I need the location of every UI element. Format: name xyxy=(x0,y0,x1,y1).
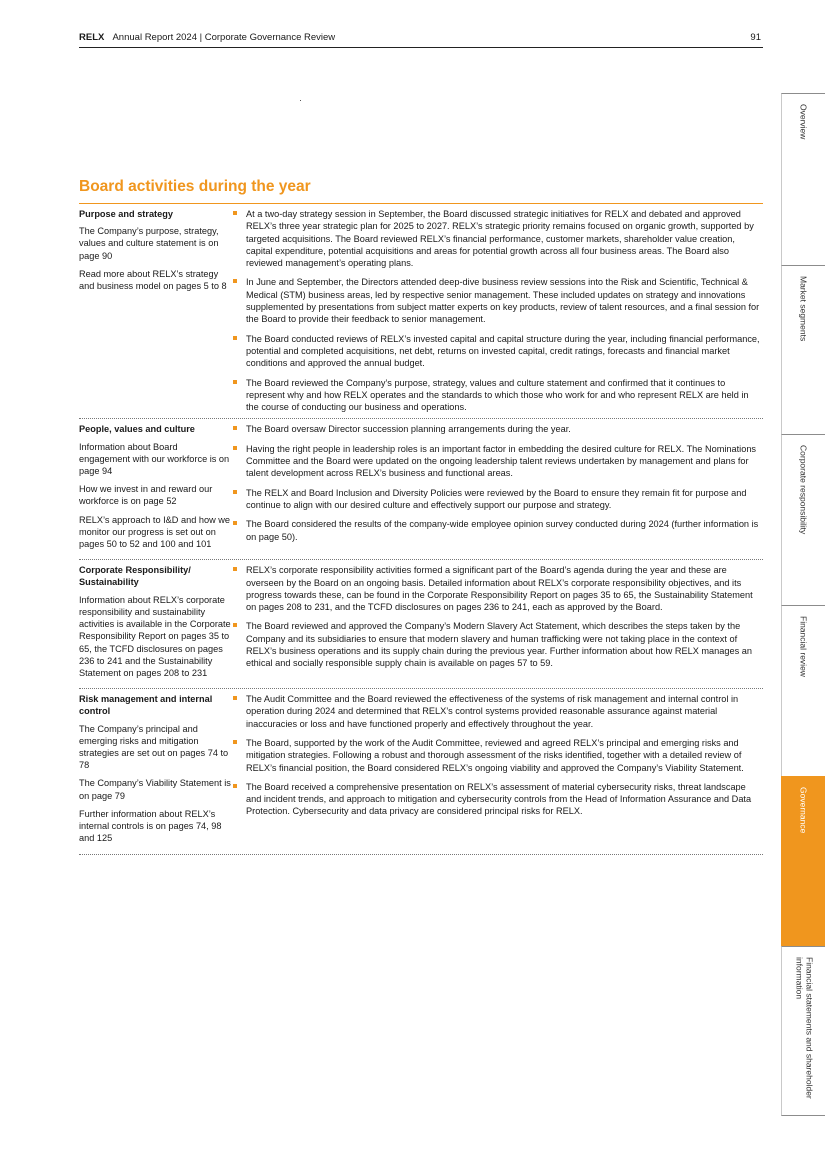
side-tab-corporate-responsibility[interactable] xyxy=(781,434,825,605)
table-row xyxy=(79,205,763,419)
row-heading: Corporate Responsibility/ Sustainability xyxy=(79,565,191,588)
row-note: The Company’s purpose, strategy, values and culture statement is on page 90 xyxy=(79,226,219,261)
row-note: How we invest in and reward our workforce is on page 52 xyxy=(79,484,213,507)
side-tab-overview[interactable] xyxy=(781,93,825,265)
row-heading: People, values and culture xyxy=(79,424,195,435)
row-note: Further information about RELX’s internal controls is on pages 74, 98 and 125 xyxy=(79,808,222,844)
bullet-item: The RELX and Board Inclusion and Diversity Policies were reviewed by the Board to ensure they remain fit for purpose and continue to align with our desired culture and effectively support our purpose and strategy. xyxy=(231,487,763,512)
bullet-item: In June and September, the Directors attended deep-dive business review sessions into the Risk and Scientific, Technical & Medical (STM) business areas, led by respective senior management. These included updates on strategy and innovations supplemented by presentations from subject matter experts on key products, review of talent resources, and a final session for the Board to provide their feedback to senior management. xyxy=(231,276,763,325)
side-tab-label: Financial statements and shareholder information xyxy=(794,957,815,1099)
board-activities-table xyxy=(79,205,763,856)
table-row xyxy=(79,561,763,689)
section-title: Board activities during the year xyxy=(79,178,311,195)
side-tab-governance[interactable] xyxy=(781,776,825,946)
brand-name: RELX xyxy=(79,32,105,43)
row-heading: Risk management and internal control xyxy=(79,694,213,717)
row-content xyxy=(231,205,763,415)
page-number: 91 xyxy=(750,32,761,43)
side-tab-label: Governance xyxy=(798,787,809,834)
side-tab-label: Financial review xyxy=(798,616,809,677)
row-sidebar xyxy=(79,690,231,850)
side-tab-label: Overview xyxy=(798,104,809,140)
row-content xyxy=(231,690,763,850)
report-title: Annual Report 2024 | Corporate Governance Review xyxy=(112,32,336,43)
page-header xyxy=(79,31,763,48)
bullet-item: The Board reviewed and approved the Company’s Modern Slavery Act Statement, which describes the steps taken by the Company and its subsidiaries to ensure that modern slavery and human trafficking were not taking place in the context of RELX’s business operations and its supply chain during the previous year. Further information about how RELX manages an ethical and socially responsible supply chain is available on pages 57 to 59. xyxy=(231,620,763,669)
row-note: Information about Board engagement with our workforce is on page 94 xyxy=(79,441,230,477)
row-sidebar xyxy=(79,420,231,556)
row-note: RELX’s approach to I&D and how we monitor our progress is set out on pages 50 to 52 and 100 and 101 xyxy=(79,514,231,550)
row-heading: Purpose and strategy xyxy=(79,209,173,219)
bullet-item: The Board, supported by the work of the Audit Committee, reviewed and agreed RELX’s principal and emerging risks and mitigation strategies. Following a robust and thorough assessment of the risks identified, together with a detailed review of RELX’s financial position, the Board considered RELX’s ongoing viability and approved the Company’s Viability Statement. xyxy=(231,737,763,774)
table-row xyxy=(79,690,763,855)
table-row xyxy=(79,420,763,560)
side-tab-financial-statements[interactable] xyxy=(781,946,825,1116)
row-note: The Company’s principal and emerging risks and mitigation strategies are set out on pages 74 to 78 xyxy=(79,723,229,771)
bullet-item: The Board reviewed the Company’s purpose, strategy, values and culture statement and confirmed that it continues to represent why and how RELX operates and the standards to which those who work for and who represent RELX are held in the course of conducting our business and operations. xyxy=(231,377,763,414)
row-note: The Company’s Viability Statement is on page 79 xyxy=(79,778,231,801)
bullet-item: The Board oversaw Director succession planning arrangements during the year. xyxy=(231,423,763,435)
side-tab-label: Market segments xyxy=(798,276,809,342)
bullet-item: RELX’s corporate responsibility activities formed a significant part of the Board’s agenda during the year and these are overseen by the Board on an ongoing basis. Detailed information about RELX’s corporate responsibility objectives, and its progress towards these, can be found in the Corporate Responsibility Report on pages 35 to 65, the Sustainability Statement on pages 208 to 231, and the TCFD disclosures on pages 236 to 241, each as approved by the Board. xyxy=(231,564,763,613)
bullet-item: The Board received a comprehensive presentation on RELX’s assessment of material cybersecurity risks, threat landscape and incident trends, and approach to mitigation and cybersecurity controls from the Head of Information Assurance and Data Protection. Cybersecurity and data privacy are considered principal risks for RELX. xyxy=(231,781,763,818)
side-tab-label: Corporate responsibility xyxy=(798,445,809,535)
stray-dot xyxy=(300,100,301,101)
bullet-item: The Board conducted reviews of RELX’s invested capital and capital structure during the year, including financial performance, potential and completed acquisitions, net debt, returns on invested capital, credit ratings, forecasts and financial market conditions and approved the annual budget. xyxy=(231,333,763,370)
side-tab-financial-review[interactable] xyxy=(781,605,825,776)
title-rule xyxy=(79,203,763,204)
row-content xyxy=(231,561,763,685)
row-note: Read more about RELX’s strategy and business model on pages 5 to 8 xyxy=(79,268,227,292)
row-sidebar xyxy=(79,205,231,415)
row-sidebar xyxy=(79,561,231,685)
bullet-item: At a two-day strategy session in September, the Board discussed strategic initiatives for RELX and debated and approved RELX’s three year strategic plan for 2025 to 2027. RELX’s strategic priority remains focused on organic growth, supported by targeted acquisitions. The Board reviewed RELX’s financial performance, customer markets, shareholder value creation, capital expenditure, potential acquisitions and areas for potential growth across all four business areas. The Board also reviewed management’s operating plans. xyxy=(231,208,763,269)
row-content xyxy=(231,420,763,556)
bullet-item: Having the right people in leadership roles is an important factor in embedding the desired culture for RELX. The Nominations Committee and the Board were updated on the ongoing leadership talent reviews undertaken by management and plans for talent development across RELX’s business and functional areas. xyxy=(231,443,763,480)
bullet-item: The Board considered the results of the company-wide employee opinion survey conducted during 2024 (further information is on page 50). xyxy=(231,518,763,543)
row-note: Information about RELX’s corporate responsibility and sustainability activities is available in the Corporate Responsibility Report on pages 35 to 65, the TCFD disclosures on pages 236 to 241 and the Sustainability Statement on pages 208 to 231 xyxy=(79,594,231,678)
bullet-item: The Audit Committee and the Board reviewed the effectiveness of the systems of risk management and internal control in operation during 2024 and determined that RELX’s control systems provided reasonable assurance against material inaccuracies or loss and have functioned properly and effectively throughout the year. xyxy=(231,693,763,730)
side-tab-market-segments[interactable] xyxy=(781,265,825,434)
